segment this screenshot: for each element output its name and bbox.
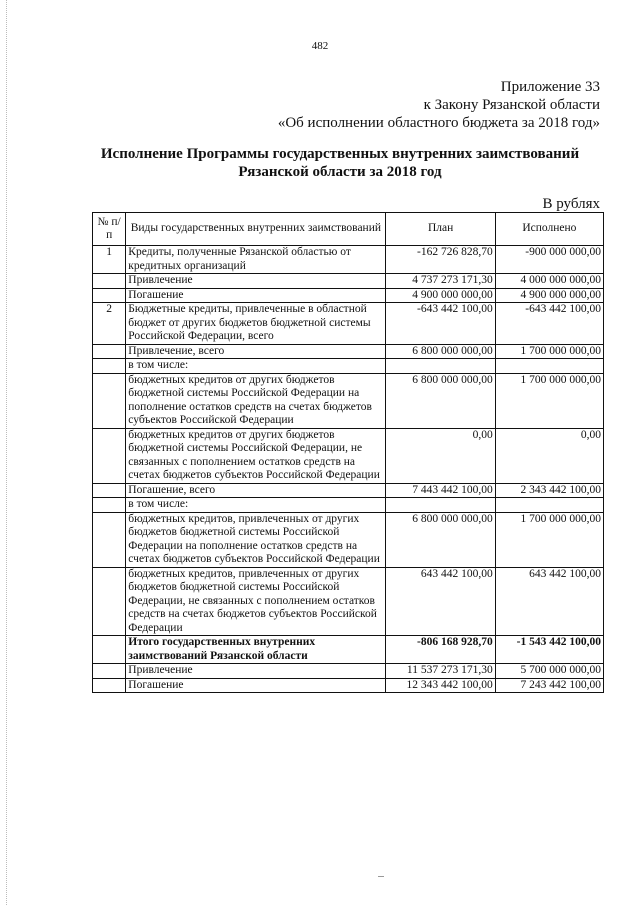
- cell-plan: 11 537 273 171,30: [386, 664, 495, 679]
- page-number: 482: [311, 40, 329, 52]
- table-row: [93, 359, 604, 374]
- borrowing-table: [92, 212, 604, 693]
- cell-num: [93, 373, 126, 428]
- cell-type: Кредиты, полученные Рязанской областью от кредитных организаций: [126, 246, 386, 274]
- document-title: [60, 145, 620, 181]
- cell-type: Бюджетные кредиты, привлеченные в областной бюджет от других бюджетов бюджетной системы Российской Федерации, всего: [126, 303, 386, 345]
- header-plan: План: [386, 213, 495, 246]
- table-row: [93, 428, 604, 483]
- cell-exec: -643 442 100,00: [495, 303, 603, 345]
- cell-plan: 643 442 100,00: [386, 567, 495, 636]
- cell-type: Привлечение: [126, 274, 386, 289]
- cell-num: [93, 359, 126, 374]
- table-row: [93, 567, 604, 636]
- scan-edge-line: [6, 0, 7, 905]
- cell-exec: [495, 498, 603, 513]
- appendix-line-1: Приложение 33: [500, 79, 600, 95]
- cell-type: бюджетных кредитов от других бюджетов бюджетной системы Российской Федерации на пополнение остатков средств на счетах бюджетов субъектов Российской Федерации: [126, 373, 386, 428]
- cell-exec: 1 700 000 000,00: [495, 373, 603, 428]
- cell-plan: 0,00: [386, 428, 495, 483]
- cell-plan: [386, 359, 495, 374]
- table-body: [93, 246, 604, 693]
- cell-exec: 4 000 000 000,00: [495, 274, 603, 289]
- table-row: [93, 303, 604, 345]
- cell-num: [93, 274, 126, 289]
- cell-type: бюджетных кредитов от других бюджетов бюджетной системы Российской Федерации, не связанных с пополнением остатков средств на счетах бюджетов субъектов Российской Федерации: [126, 428, 386, 483]
- cell-exec: 5 700 000 000,00: [495, 664, 603, 679]
- table-row: [93, 498, 604, 513]
- cell-plan: 6 800 000 000,00: [386, 373, 495, 428]
- cell-type: в том числе:: [126, 359, 386, 374]
- table-row: [93, 344, 604, 359]
- header-type: Виды государственных внутренних заимствований: [126, 213, 386, 246]
- cell-num: 2: [93, 303, 126, 345]
- cell-exec: 0,00: [495, 428, 603, 483]
- cell-type: Итого государственных внутренних заимствований Рязанской области: [126, 636, 386, 664]
- cell-plan: [386, 498, 495, 513]
- cell-type: бюджетных кредитов, привлеченных от других бюджетов бюджетной системы Российской Федерации, не связанных с пополнением остатков средств на счетах бюджетов субъектов Российской Федерации: [126, 567, 386, 636]
- cell-exec: [495, 359, 603, 374]
- cell-num: [93, 428, 126, 483]
- scan-mark: [378, 876, 384, 877]
- cell-num: [93, 636, 126, 664]
- cell-num: [93, 344, 126, 359]
- appendix-header: [278, 78, 600, 132]
- cell-plan: -643 442 100,00: [386, 303, 495, 345]
- title-line-2: Рязанской области за 2018 год: [238, 164, 442, 180]
- cell-type: бюджетных кредитов, привлеченных от других бюджетов бюджетной системы Российской Федерации на пополнение остатков средств на счетах бюджетов субъектов Российской Федерации: [126, 512, 386, 567]
- cell-type: Погашение, всего: [126, 483, 386, 498]
- cell-type: Привлечение: [126, 664, 386, 679]
- cell-type: Погашение: [126, 678, 386, 693]
- cell-plan: 6 800 000 000,00: [386, 512, 495, 567]
- cell-exec: 643 442 100,00: [495, 567, 603, 636]
- table-row: [93, 512, 604, 567]
- cell-exec: -900 000 000,00: [495, 246, 603, 274]
- cell-plan: 7 443 442 100,00: [386, 483, 495, 498]
- table-row: [93, 246, 604, 274]
- table-row: [93, 483, 604, 498]
- cell-num: [93, 483, 126, 498]
- currency-unit: В рублях: [542, 196, 600, 212]
- cell-plan: -162 726 828,70: [386, 246, 495, 274]
- cell-exec: 2 343 442 100,00: [495, 483, 603, 498]
- title-line-1: Исполнение Программы государственных внутренних заимствований: [100, 146, 580, 162]
- cell-num: [93, 664, 126, 679]
- cell-exec: -1 543 442 100,00: [495, 636, 603, 664]
- table-row: [93, 678, 604, 693]
- cell-num: [93, 512, 126, 567]
- cell-type: Погашение: [126, 288, 386, 303]
- cell-plan: -806 168 928,70: [386, 636, 495, 664]
- cell-num: [93, 288, 126, 303]
- cell-plan: 4 900 000 000,00: [386, 288, 495, 303]
- header-num: № п/п: [93, 213, 126, 246]
- table-row: [93, 664, 604, 679]
- table-row: [93, 274, 604, 289]
- cell-plan: 4 737 273 171,30: [386, 274, 495, 289]
- cell-exec: 1 700 000 000,00: [495, 512, 603, 567]
- cell-exec: 1 700 000 000,00: [495, 344, 603, 359]
- table-row: [93, 373, 604, 428]
- appendix-line-3: «Об исполнении областного бюджета за 2018 год»: [277, 115, 600, 131]
- table-row: [93, 288, 604, 303]
- cell-num: [93, 567, 126, 636]
- appendix-line-2: к Закону Рязанской области: [423, 97, 600, 113]
- cell-type: в том числе:: [126, 498, 386, 513]
- cell-plan: 12 343 442 100,00: [386, 678, 495, 693]
- cell-num: [93, 498, 126, 513]
- cell-type: Привлечение, всего: [126, 344, 386, 359]
- cell-exec: 4 900 000 000,00: [495, 288, 603, 303]
- table-header-row: [93, 213, 604, 246]
- table-row: [93, 636, 604, 664]
- cell-plan: 6 800 000 000,00: [386, 344, 495, 359]
- cell-num: 1: [93, 246, 126, 274]
- header-exec: Исполнено: [495, 213, 603, 246]
- cell-num: [93, 678, 126, 693]
- cell-exec: 7 243 442 100,00: [495, 678, 603, 693]
